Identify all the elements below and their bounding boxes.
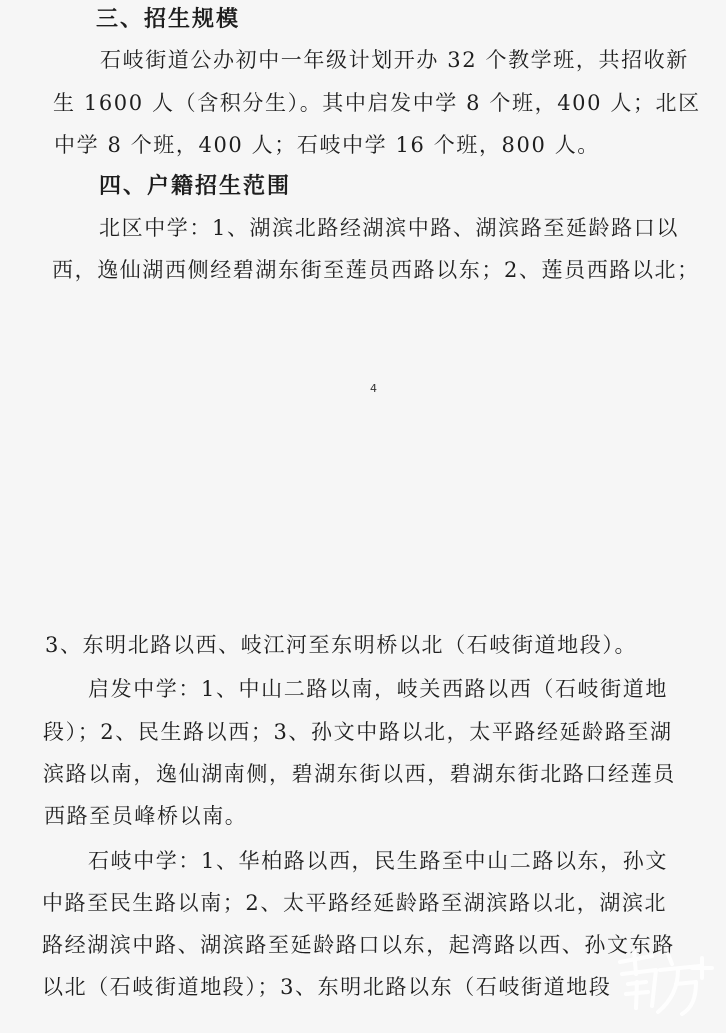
beiqu-line-3: 3、东明北路以西、岐江河至东明桥以北（石岐街道地段）。 — [45, 633, 638, 657]
shiqi-line-2: 中路至民生路以南；2、太平路经延龄路至湖滨路以北，湖滨北 — [42, 891, 668, 915]
shiqi-line-4: 以北（石岐街道地段）；3、东明北路以东（石岐街道地段 — [42, 975, 612, 999]
section3-line-1: 石岐街道公办初中一年级计划开办 32 个教学班，共招收新 — [100, 48, 689, 72]
section3-heading: 三、招生规模 — [96, 7, 241, 32]
shiqi-line-1: 石岐中学：1、华柏路以西，民生路至中山二路以东，孙文 — [88, 849, 668, 873]
watermark-logo-icon — [612, 944, 716, 1024]
section3-line-2: 生 1600 人（含积分生）。其中启发中学 8 个班，400 人；北区 — [53, 91, 701, 115]
shiqi-line-3: 路经湖滨中路、湖滨路至延龄路口以东，起湾路以西、孙文东路 — [42, 933, 675, 957]
qifa-line-2: 段）；2、民生路以西；3、孙文中路以北，太平路经延龄路至湖 — [43, 720, 673, 744]
section4-heading: 四、户籍招生范围 — [99, 174, 292, 199]
section3-line-3: 中学 8 个班，400 人；石岐中学 16 个班，800 人。 — [54, 133, 600, 157]
qifa-line-3: 滨路以南，逸仙湖南侧，碧湖东街以西，碧湖东街北路口经莲员 — [43, 762, 676, 786]
beiqu-line-2: 西，逸仙湖西侧经碧湖东街至莲员西路以东；2、莲员西路以北； — [52, 258, 700, 282]
qifa-line-1: 启发中学：1、中山二路以南，岐关西路以西（石岐街道地 — [88, 677, 668, 701]
beiqu-line-1: 北区中学：1、湖滨北路经湖滨中路、湖滨路至延龄路口以 — [99, 216, 679, 240]
qifa-line-4: 西路至员峰桥以南。 — [44, 804, 248, 828]
page-number: 4 — [370, 382, 377, 395]
